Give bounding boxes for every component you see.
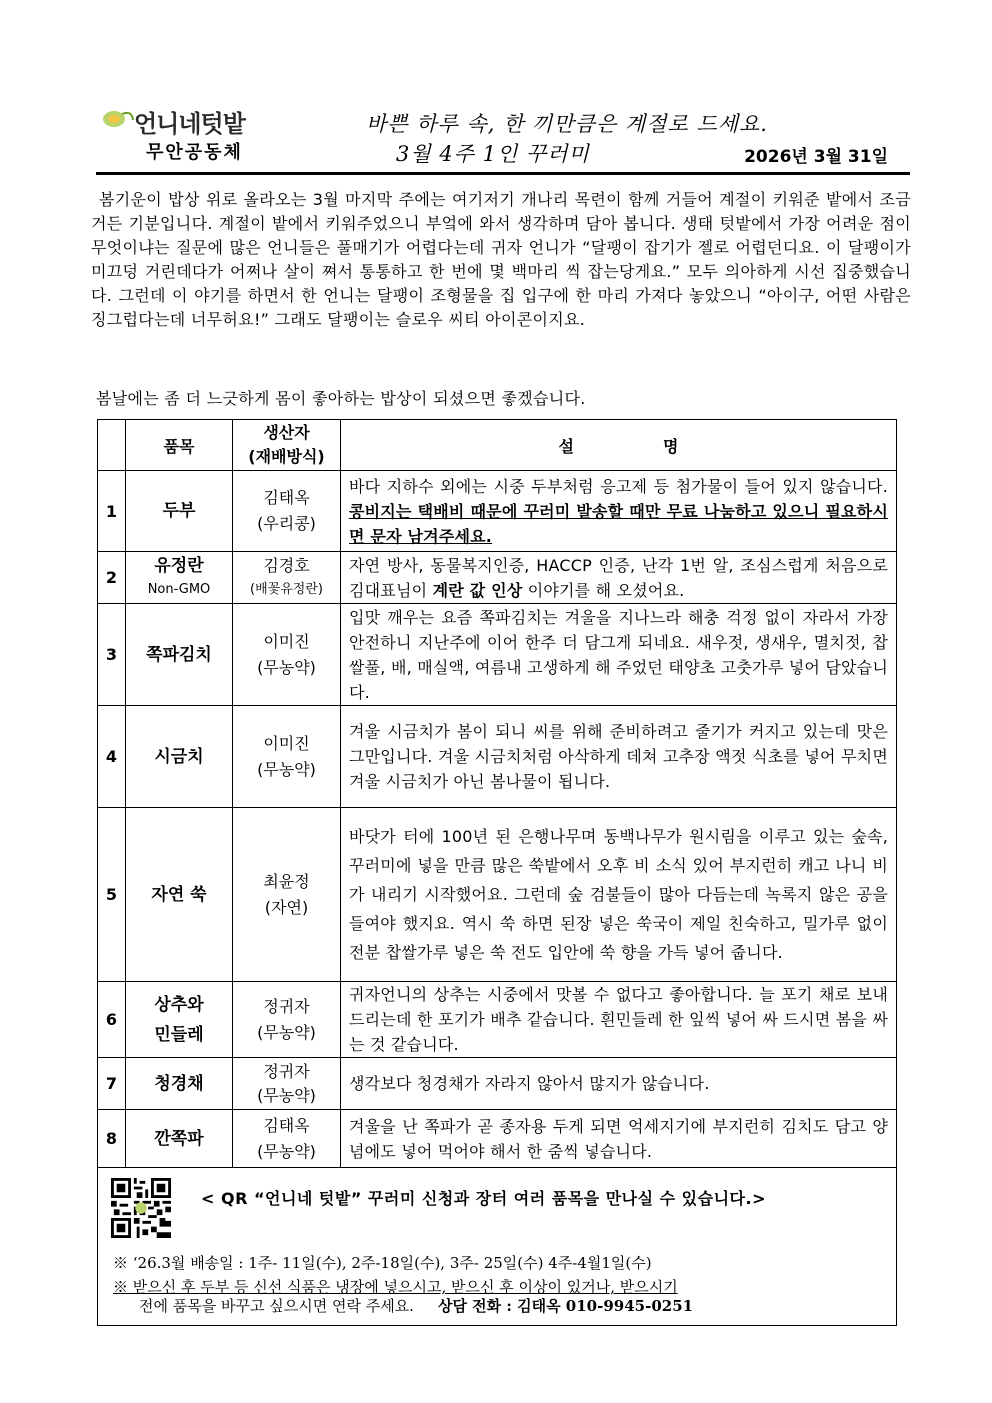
header-description: 설 명 — [341, 420, 897, 471]
table-row — [98, 1058, 897, 1110]
item-description — [341, 471, 897, 552]
producer-cell — [233, 706, 341, 808]
row-number: 7 — [98, 1058, 126, 1110]
row-number: 1 — [98, 471, 126, 552]
header-no — [98, 420, 126, 471]
document-header — [96, 98, 910, 170]
table-header-row — [98, 420, 897, 471]
table-row — [98, 471, 897, 552]
table-row — [98, 982, 897, 1058]
item-description: 겨울 시금치가 봄이 되니 씨를 위해 준비하려고 줄기가 커지고 있는데 맛은 그만입니다. 겨울 시금치처럼 아삭하게 데쳐 고추장 액젓 식초를 넣어 무치면 겨울 시금치가 아닌 봄나물이 됩니다. — [341, 706, 897, 808]
producer-cell — [233, 604, 341, 706]
header-producer-label: 생산자 — [263, 423, 310, 442]
row-number: 5 — [98, 808, 126, 982]
storage-notice-line2 — [113, 1297, 893, 1316]
producer-name: 정귀자 — [263, 1061, 310, 1081]
header-item: 품목 — [126, 420, 233, 471]
producer-cell — [233, 808, 341, 982]
table-row — [98, 808, 897, 982]
header-method-label: (재배방식) — [248, 447, 325, 466]
logo — [102, 102, 252, 166]
package-title: 3월 4주 1인 꾸러미 — [396, 142, 590, 166]
items-table — [97, 419, 897, 1168]
item-name: 자연 쑥 — [126, 808, 233, 982]
table-row — [98, 706, 897, 808]
intro-wish: 봄날에는 좀 더 느긋하게 몸이 좋아하는 밥상이 되셨으면 좋겠습니다. — [96, 389, 586, 408]
table-row — [98, 604, 897, 706]
description-highlight: 계란 값 인상 — [432, 580, 523, 600]
producer-name: 이미진 — [263, 733, 310, 753]
producer-cell — [233, 471, 341, 552]
item-name: 두부 — [126, 471, 233, 552]
description-text: 이야기를 해 오셨어요. — [522, 580, 685, 600]
item-name: 쪽파김치 — [126, 604, 233, 706]
item-name: 유정란 — [154, 555, 204, 576]
headline: 바쁜 하루 속, 한 끼만큼은 계절로 드세요. — [366, 112, 768, 136]
description-text: 바다 지하수 외에는 시중 두부처럼 응고제 등 첨가물이 들어 있지 않습니다. — [349, 476, 888, 496]
producer-name: 김태옥 — [263, 1115, 310, 1135]
cultivation-method: (무농약) — [257, 657, 316, 677]
row-number: 6 — [98, 982, 126, 1058]
item-cell — [126, 982, 233, 1058]
header-producer — [233, 420, 341, 471]
item-description: 생각보다 청경채가 자라지 않아서 많지가 않습니다. — [341, 1058, 897, 1110]
producer-name: 최윤정 — [263, 871, 310, 891]
item-description: 귀자언니의 상추는 시중에서 맛볼 수 없다고 좋아합니다. 늘 포기 채로 보내드리는데 한 포기가 배추 같습니다. 흰민들레 한 잎씩 넣어 싸 드시면 봄을 싸는 것 같습니다. — [341, 982, 897, 1058]
header-divider — [96, 172, 910, 175]
intro-text — [91, 188, 911, 332]
logo-subtitle: 무안공동체 — [146, 142, 243, 163]
cultivation-method: (무농약) — [257, 759, 316, 779]
qr-note: < QR “언니네 텃밭” 꾸러미 신청과 장터 여러 품목을 만나실 수 있습니다.> — [201, 1189, 766, 1208]
item-name: 청경채 — [126, 1058, 233, 1110]
storage-notice-line2-text: 전에 품목을 바꾸고 싶으시면 연락 주세요. — [139, 1297, 414, 1315]
item-description: 겨울을 난 쪽파가 곧 종자용 두게 되면 억세지기에 부지런히 김치도 담고 양념에도 넣어 먹어야 해서 한 줌씩 넣습니다. — [341, 1110, 897, 1168]
intro-paragraph: 봄기운이 밥상 위로 올라오는 3월 마지막 주에는 여기저기 개나리 목련이 함께 거들어 계절이 키워준 밭에서 조금 거든 기분입니다. 계절이 밭에서 키워주었으니 부엌에 와서 생각하며 담아 봅니다. 생태 텃밭에서 가장 어려운 점이 무엇이냐는 질문에 많은 언니들은 풀매기가 어렵다는데 귀자 언니가 “달팽이 잡기가 젤로 어렵던디요. 이 달팽이가 미끄덩 거린데다가 어쩌나 살이 쪄서 통통하고 한 번에 몇 백마리 씩 잡는당게요.” 모두 의아하게 시선 집중했습니다. 그런데 이 야기를 하면서 한 언니는 달팽이 조형물을 집 입구에 한 마리 가져다 놓았으니 “아이구, 어떤 사람은 징그럽다는데 너무허요!” 그래도 달팽이는 슬로우 씨티 아이콘이지요. — [91, 190, 911, 329]
table-row — [98, 552, 897, 604]
cultivation-method: (우리콩) — [257, 514, 316, 533]
item-description: 입맛 깨우는 요즘 쪽파김치는 겨울을 지나느라 해충 걱정 없이 자라서 가장 안전하니 지난주에 이어 한주 더 담그게 되네요. 새우젓, 생새우, 멸치젓, 찹쌀풀, 배, 매실액, 여름내 고생하게 해 주었던 태양초 고춧가루 넣어 담았습니다. — [341, 604, 897, 706]
item-description: 바닷가 터에 100년 된 은행나무며 동백나무가 원시림을 이루고 있는 숲속, 꾸러미에 넣을 만큼 많은 쑥밭에서 오후 비 소식 있어 부지런히 캐고 나니 비가 내리기 시작했어요. 그런데 숲 검불들이 많아 다듬는데 녹록지 않은 공을 들여야 했지요. 역시 쑥 하면 된장 넣은 쑥국이 제일 친숙하고, 밀가루 없이 전분 찹쌀가루 넣은 쑥 전도 입안에 쑥 향을 가득 넣어 줍니다. — [341, 808, 897, 982]
leaf-logo-icon — [102, 108, 134, 130]
item-name: 깐쪽파 — [126, 1110, 233, 1168]
cultivation-method: (배꽃유정란) — [250, 581, 323, 597]
cultivation-method: (무농약) — [257, 1085, 316, 1105]
producer-name: 김태옥 — [263, 488, 310, 507]
description-text: 자연 방사, 동물복지인증, HACCP 인증, 난각 1번 알, 조심스럽게 처음으로 김대표님이 — [349, 555, 888, 600]
producer-cell — [233, 552, 341, 604]
producer-name: 이미진 — [263, 631, 310, 651]
item-note: Non-GMO — [147, 581, 211, 597]
cultivation-method: (무농약) — [257, 1022, 316, 1042]
item-name: 시금치 — [126, 706, 233, 808]
storage-notice — [113, 1278, 893, 1316]
description-highlight: 콩비지는 택배비 때문에 꾸러미 발송할 때만 무료 나눔하고 있으니 필요하시면 문자 남겨주세요. — [349, 501, 888, 546]
producer-name: 김경호 — [263, 555, 310, 575]
row-number: 8 — [98, 1110, 126, 1168]
producer-name: 정귀자 — [263, 996, 310, 1016]
row-number: 2 — [98, 552, 126, 604]
producer-cell — [233, 1058, 341, 1110]
shipping-schedule: ※ ‘26.3월 배송일 : 1주- 11일(수), 2주-18일(수), 3주- 25일(수) 4주-4월1일(수) — [113, 1254, 652, 1272]
row-number: 3 — [98, 604, 126, 706]
item-description — [341, 552, 897, 604]
cultivation-method: (자연) — [264, 897, 309, 917]
item-cell — [126, 552, 233, 604]
row-number: 4 — [98, 706, 126, 808]
storage-notice-line1: ※ 받으신 후 두부 등 신선 식품은 냉장에 넣으시고, 받으신 후 이상이 있거나, 받으시기 — [113, 1278, 678, 1296]
producer-cell — [233, 982, 341, 1058]
logo-name: 언니네텃밭 — [134, 110, 245, 138]
producer-cell — [233, 1110, 341, 1168]
cultivation-method: (무농약) — [257, 1141, 316, 1161]
item-name: 상추와 — [154, 994, 204, 1015]
footer-notes — [97, 1170, 897, 1326]
contact-phone[interactable]: 상담 전화 : 김태옥 010-9945-0251 — [437, 1297, 694, 1315]
qr-code-icon[interactable] — [111, 1178, 171, 1238]
issue-date: 2026년 3월 31일 — [744, 147, 888, 167]
table-row — [98, 1110, 897, 1168]
item-name-line2: 민들레 — [154, 1024, 204, 1045]
